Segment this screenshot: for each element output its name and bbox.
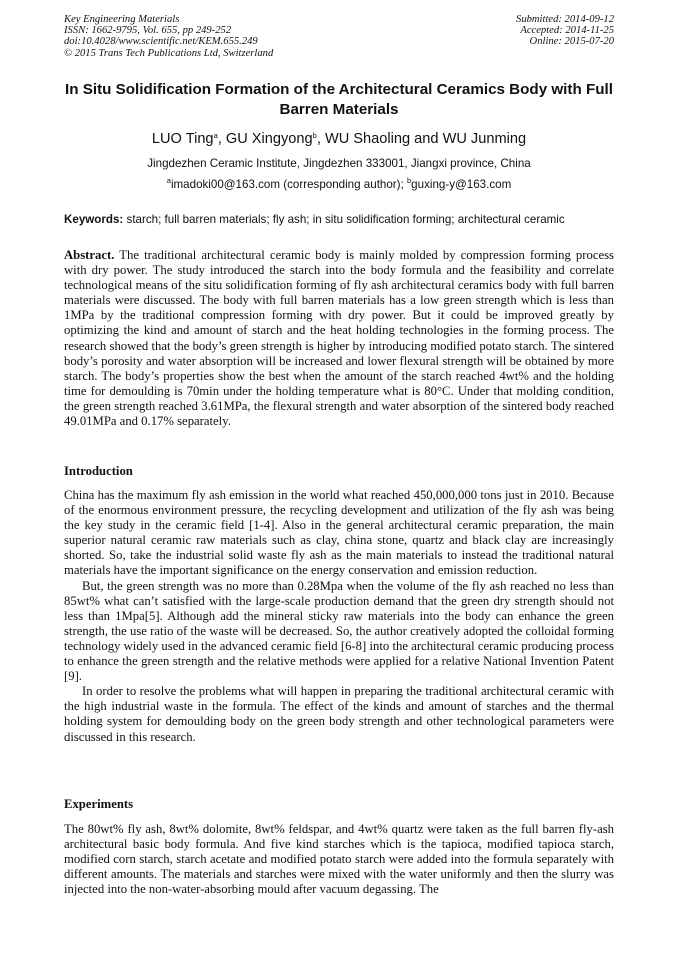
accepted-date: Accepted: 2014-11-25 bbox=[520, 25, 614, 37]
doi: doi:10.4028/www.scientific.net/KEM.655.249 bbox=[64, 36, 258, 48]
abstract bbox=[64, 248, 614, 429]
author-2-marker: b bbox=[312, 131, 317, 140]
experiments-heading: Experiments bbox=[64, 797, 134, 811]
intro-paragraph: China has the maximum fly ash emission in the world what reached 450,000,000 tons just in 2010. Because of the enormous environment pressure, the recycling development and utilization of the fly ash was being the key study in the ceramic field [1-4]. Also in the general architectural ceramic preparation, the main superior natural ceramic raw materials such as clay, china stone, quartz and black clay are increasingly shorted. So, take the industrial solid waste fly ash as the main materials to instead the traditional natural materials have the important significance on the energy conservation and emission reduction. bbox=[64, 488, 614, 578]
submission-dates bbox=[516, 14, 614, 48]
affiliation: Jingdezhen Ceramic Institute, Jingdezhen 333001, Jiangxi province, China bbox=[147, 157, 531, 170]
keywords-text: starch; full barren materials; fly ash; in situ solidification forming; architectural ceramic bbox=[126, 213, 565, 226]
introduction-heading: Introduction bbox=[64, 464, 133, 478]
abstract-text: The traditional architectural ceramic body is mainly molded by compression forming process with dry power. The study introduced the starch into the body formula and the feasibility and correlate technological means of the situ solidification forming of fly ash architectural ceramics body with full barren materials were discussed. The body with full barren materials has a low green strength which is less than 1MPa by the traditional compression forming with dry power. But it could be improved greatly by optimizing the kind and amount of starch and the heat holding technologies in the forming process. The research showed that the body’s green strength is higher by introducing modified potato starch. The sintered body’s porosity and water absorption will be increased and lower flexural strength will be obtained by more starch. The body’s properties show the best when the amount of the starch reached 4wt% and the holding time for demoulding is 70min under the holding temperature what is 80°C. Under that molding condition, the green strength reached 3.61MPa, the flexural strength and water absorption of the sintered body reached 49.01MPa and 0.17% separately. bbox=[64, 248, 614, 429]
journal-info bbox=[64, 14, 273, 59]
email-a-marker: a bbox=[166, 176, 171, 185]
online-date: Online: 2015-07-20 bbox=[529, 36, 614, 48]
author-list: LUO Ting$^a$, GU Xingyong$^b$, WU Shaoling and WU Junming bbox=[151, 131, 527, 147]
keywords bbox=[64, 213, 616, 227]
submitted-date: Submitted: 2014-09-12 bbox=[516, 14, 614, 25]
keywords-label: Keywords: bbox=[64, 213, 124, 226]
paper-title: In Situ Solidification Formation of the Architectural Ceramics Body with Full Barren Materials bbox=[65, 81, 613, 118]
author-1-marker: a bbox=[213, 131, 218, 140]
experiments-paragraph: The 80wt% fly ash, 8wt% dolomite, 8wt% feldspar, and 4wt% quartz were taken as the full barren fly-ash architectural basic body formula. And five kind starches which is the tapioca, modified tapioca starch, modified corn starch, starch acetate and modified potato starch were added into the formula separately with different amounts. The materials and starches were mixed with the water uniformly and then the slurry was injected into the non-water-absorbing mould after vacuum degassing. The bbox=[64, 822, 614, 897]
author-2: GU Xingyong bbox=[225, 131, 313, 147]
copyright: © 2015 Trans Tech Publications Ltd, Switzerland bbox=[64, 47, 274, 59]
intro-paragraph: In order to resolve the problems what will happen in preparing the traditional architectural ceramic with the high industrial waste in the formula. The effect of the kinds and amount of starches and the thermal holding system for demoulding body on the green body strength and other technological parameters were discussed in this research. bbox=[64, 684, 614, 744]
email-a[interactable]: imadoki00@163.com (corresponding author); bbox=[170, 178, 404, 191]
author-emails bbox=[64, 178, 614, 192]
author-1: LUO Ting bbox=[151, 131, 214, 147]
author-3-4: WU Shaoling and WU Junming bbox=[324, 131, 527, 147]
journal-name: Key Engineering Materials bbox=[64, 14, 180, 25]
issn-volume: ISSN: 1662-9795, Vol. 655, pp 249-252 bbox=[64, 25, 232, 37]
introduction-body bbox=[64, 488, 614, 745]
abstract-label: Abstract. bbox=[64, 248, 115, 262]
email-b-marker: b bbox=[407, 176, 412, 185]
intro-paragraph: But, the green strength was no more than 0.28Mpa when the volume of the fly ash reached no less than 85wt% what can’t satisfied with the large-scale production demand that the green dry strength should not less than 1Mpa[5]. Although add the mineral sticky raw materials into the body can enhance the green strength, the use ratio of the waste will be decreased. So, the author creatively adopted the colloidal forming technology widely used in the advanced ceramic field [6-8] into the architectural ceramic producing process to enhance the green strength and the relative methods were applied for a relative National Invention Patent [9]. bbox=[64, 578, 614, 684]
email-b[interactable]: guxing-y@163.com bbox=[411, 178, 512, 191]
experiments-body bbox=[64, 822, 614, 897]
